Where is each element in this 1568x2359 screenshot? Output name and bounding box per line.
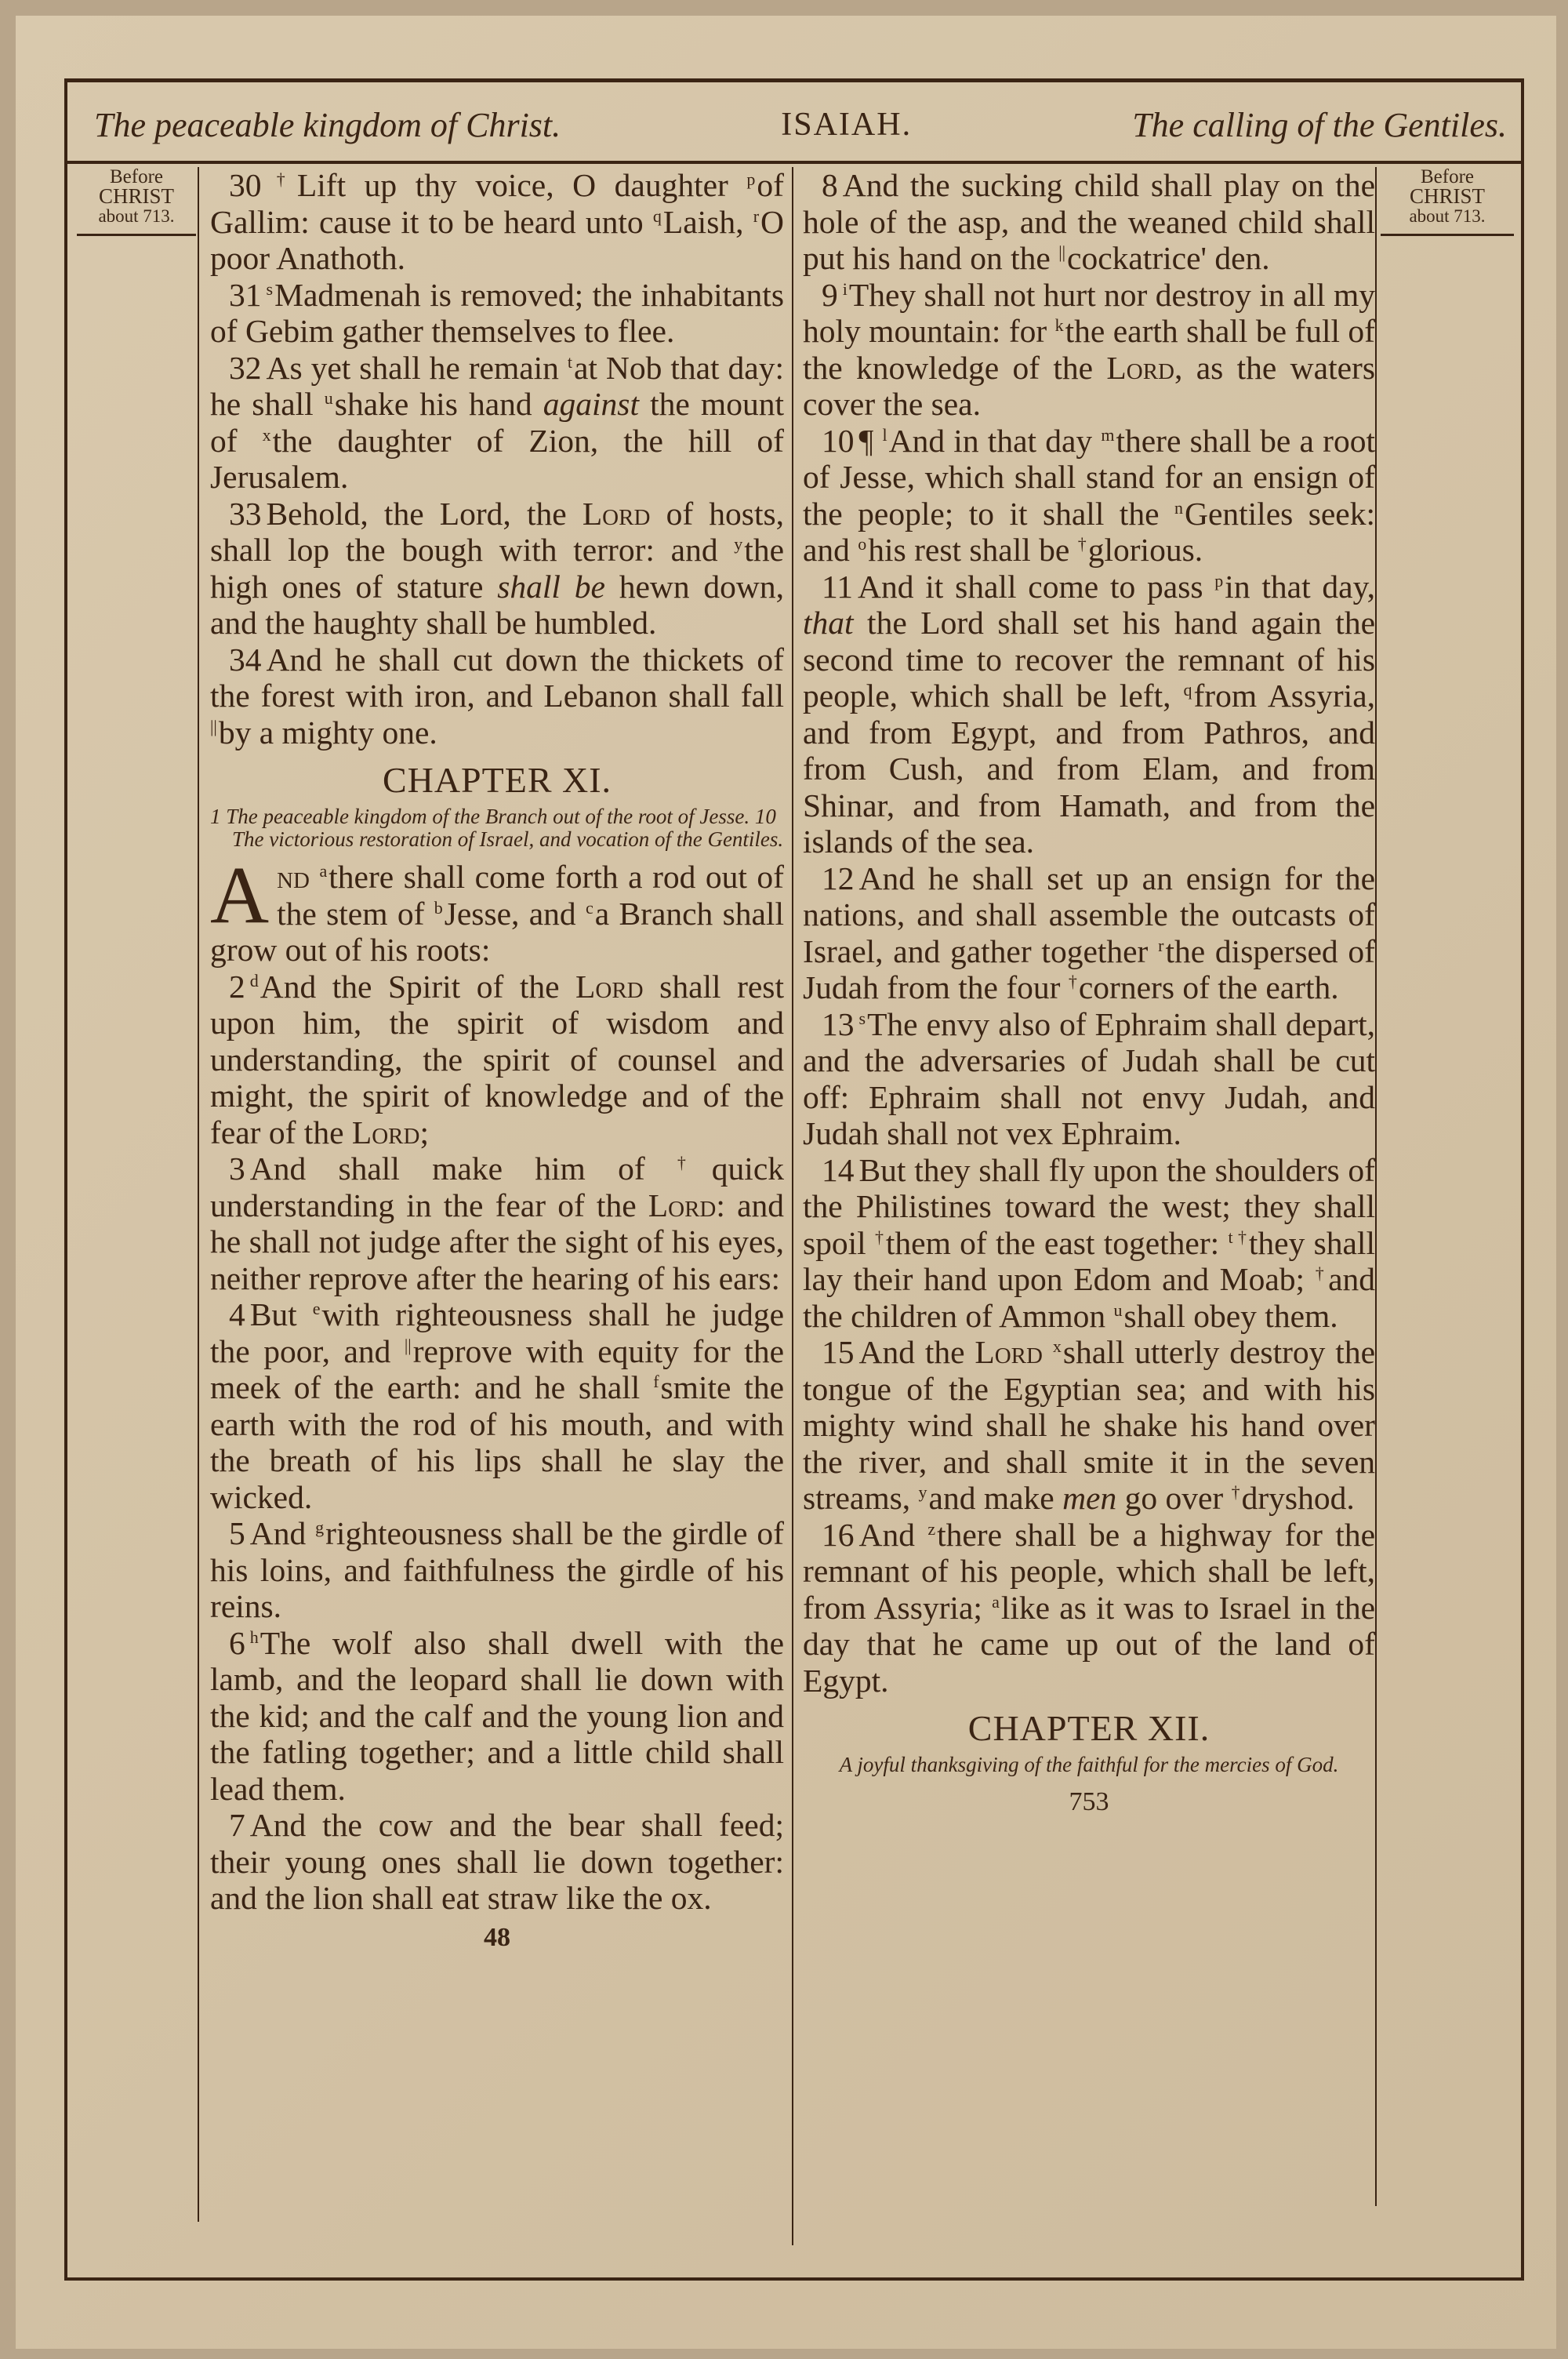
- verse-number: 32: [229, 349, 262, 386]
- right-column-rule: [1375, 167, 1377, 2206]
- verse-text: ¶ $^l$And in that day $^m$there shall be a root of Jesse, which shall stand for an ensign of the people; to it shall the $^n$Gentiles seek: and $^o$his rest shall be †glorious.: [803, 422, 1375, 568]
- verse-9: [803, 277, 1375, 423]
- verse-14: [803, 1152, 1375, 1335]
- verse-16: [803, 1517, 1375, 1699]
- verse-34: [210, 642, 784, 751]
- running-head-left: The peaceable kingdom of Christ.: [94, 105, 561, 144]
- verse-text: $^h$The wolf also shall dwell with the lamb, and the leopard shall lie down with the kid; and the calf and the young lion and the fatling together; and a little child shall lead them.: [210, 1624, 784, 1807]
- chapter-11-summary: 1 The peaceable kingdom of the Branch out of the root of Jesse. 10 The victorious restoration of Israel, and vocation of the Gentiles.: [210, 805, 784, 851]
- running-head-right: The calling of the Gentiles.: [1132, 105, 1507, 144]
- verse-text: And the sucking child shall play on the hole of the asp, and the weaned child shall put his hand on the ||cockatrice' den.: [803, 167, 1375, 276]
- verse-13: [803, 1006, 1375, 1152]
- chapter-11-verses-cont: [803, 167, 1375, 1699]
- verse-text: And the cow and the bear shall feed; their young ones shall lie down together: and the lion shall eat straw like the ox.: [210, 1807, 784, 1916]
- verse-text: As yet shall he remain $^t$at Nob that day: he shall $^u$shake his hand against the mount of $^x$the daughter of Zion, the hill of Jerusalem.: [210, 349, 784, 495]
- verse-text: $^d$And the Spirit of the Lord shall rest upon him, the spirit of wisdom and understanding, the spirit of counsel and might, the spirit of knowledge and of the fear of the Lord;: [210, 968, 784, 1150]
- bible-page: [16, 16, 1556, 2349]
- verse-number: 6: [229, 1624, 245, 1661]
- date-before: Before: [1420, 166, 1475, 187]
- verse-5: [210, 1515, 784, 1625]
- verse-11: [803, 569, 1375, 860]
- verse-7: [210, 1807, 784, 1917]
- verse-number: 34: [229, 641, 262, 678]
- header-rule: [67, 161, 1521, 164]
- date-box-left: [77, 167, 196, 236]
- verse-2: [210, 969, 784, 1151]
- date-year: about 713.: [98, 206, 175, 226]
- verse-number: 10: [822, 422, 855, 459]
- left-column-rule: [198, 167, 199, 2222]
- verse-15: [803, 1334, 1375, 1517]
- verse-number: 14: [822, 1151, 855, 1188]
- chapter-12-heading: CHAPTER XII.: [967, 1708, 1210, 1748]
- verse-text: Behold, the Lord, the Lord of hosts, shall lop the bough with terror: and $^y$the high ones of stature shall be hewn down, and the haughty shall be humbled.: [210, 495, 785, 641]
- verse-number: 3: [229, 1150, 245, 1187]
- verse-6: [210, 1625, 784, 1808]
- verse-text: And it shall come to pass $^p$in that day, that the Lord shall set his hand again the second time to recover the remnant of his people, which shall be left, $^q$from Assyria, and from Egypt, and from Pathros, and from Cush, and from Elam, and from Shinar, and from Hamath, and from the islands of the sea.: [803, 568, 1376, 860]
- verse-number: 5: [229, 1515, 245, 1551]
- verse-text: And the Lord $^x$shall utterly destroy the tongue of the Egyptian sea; and with his mighty wind shall he shake his hand over the river, and shall smite it in the seven streams, $^y$and make men go over †dryshod.: [803, 1334, 1375, 1516]
- drop-cap: A: [210, 850, 270, 940]
- verse-10: [803, 423, 1375, 569]
- verse-number: 13: [822, 1005, 855, 1042]
- verse-text: But they shall fly upon the shoulders of the Philistines toward the west; they shall spoil †them of the east together: $^{t \dagger}$they shall lay their hand upon Edom and Moab; †and the children of Ammon $^u$shall obey them.: [803, 1151, 1375, 1334]
- verse-text: †Lift up thy voice, O daughter $^p$of Gallim: cause it to be heard unto $^q$Laish, $^r$O poor Anathoth.: [210, 167, 784, 276]
- verse-text: But $^e$with righteousness shall he judge the poor, and ||reprove with equity for the meek of the earth: and he shall $^f$smite the earth with the rod of his mouth, and with the breath of his lips shall he slay the wicked.: [210, 1296, 785, 1515]
- verse-text: $^s$The envy also of Ephraim shall depart, and the adversaries of Judah shall be cut off: Ephraim shall not envy Judah, and Judah shall not vex Ephraim.: [803, 1005, 1375, 1151]
- verse-33: [210, 496, 784, 642]
- date-christ: CHRIST: [1409, 184, 1486, 208]
- date-christ: CHRIST: [98, 184, 175, 208]
- folio-left: 48: [484, 1922, 510, 1952]
- date-before: Before: [109, 166, 164, 187]
- verse-number: 30: [229, 167, 262, 203]
- date-box-right: [1381, 167, 1514, 236]
- chapter-12-summary: A joyful thanksgiving of the faithful for the mercies of God.: [839, 1753, 1339, 1776]
- verse-text: $^i$They shall not hurt nor destroy in all my holy mountain: for $^k$the earth shall be full of the knowledge of the Lord, as the waters cover the sea.: [803, 276, 1375, 422]
- verse-text: And he shall cut down the thickets of the forest with iron, and Lebanon shall fall ||by a mighty one.: [210, 641, 784, 751]
- center-column-rule: [792, 167, 793, 2245]
- running-head: [67, 93, 1521, 156]
- verse-30: [210, 167, 784, 277]
- verse-1-text: nd $^a$there shall come forth a rod out of the stem of $^b$Jesse, and $^c$a Branch shall grow out of his roots:: [210, 859, 785, 968]
- chapter-10-verses: [210, 167, 784, 751]
- chapter-11-verses: [210, 969, 784, 1917]
- verse-3: [210, 1150, 784, 1296]
- verse-text: And $^g$righteousness shall be the girdle of his loins, and faithfulness the girdle of his reins.: [210, 1515, 784, 1624]
- verse-31: [210, 277, 784, 350]
- verse-number: 16: [822, 1516, 855, 1553]
- verse-number: 11: [822, 568, 853, 605]
- verse-number: 7: [229, 1807, 245, 1843]
- page-frame: [64, 78, 1524, 2281]
- verse-number: 4: [229, 1296, 245, 1332]
- left-margin-notes: [77, 167, 196, 245]
- verse-number: 31: [229, 276, 262, 313]
- verse-number: 8: [822, 167, 838, 203]
- chapter-11-heading: CHAPTER XI.: [382, 760, 612, 800]
- verse-text: And he shall set up an ensign for the nations, and shall assemble the outcasts of Israel, and gather together $^r$the dispersed of Judah from the four †corners of the earth.: [803, 860, 1375, 1005]
- verse-text: And shall make him of †quick understanding in the fear of the Lord: and he shall not judge after the sight of his eyes, neither reprove after the hearing of his ears:: [210, 1150, 784, 1296]
- verse-number: 15: [822, 1334, 855, 1370]
- verse-1: [210, 850, 785, 969]
- right-margin-notes: [1381, 167, 1514, 245]
- verse-text: And $^z$there shall be a highway for the remnant of his people, which shall be left, from Assyria; $^a$like as it was to Israel in the day that he came up out of the land of Egypt.: [803, 1516, 1376, 1699]
- verse-12: [803, 860, 1375, 1006]
- date-year: about 713.: [1409, 206, 1486, 226]
- left-text-column: [210, 167, 784, 1956]
- verse-8: [803, 167, 1375, 277]
- verse-number: 9: [822, 276, 838, 313]
- right-text-column: [803, 167, 1375, 1821]
- verse-number: 2: [229, 968, 245, 1005]
- folio-right: 753: [1069, 1787, 1109, 1816]
- book-title: ISAIAH.: [781, 107, 913, 143]
- verse-32: [210, 350, 784, 496]
- verse-number: 12: [822, 860, 855, 896]
- verse-text: $^s$Madmenah is removed; the inhabitants of Gebim gather themselves to flee.: [210, 276, 784, 349]
- verse-4: [210, 1296, 784, 1515]
- verse-number: 33: [229, 495, 262, 532]
